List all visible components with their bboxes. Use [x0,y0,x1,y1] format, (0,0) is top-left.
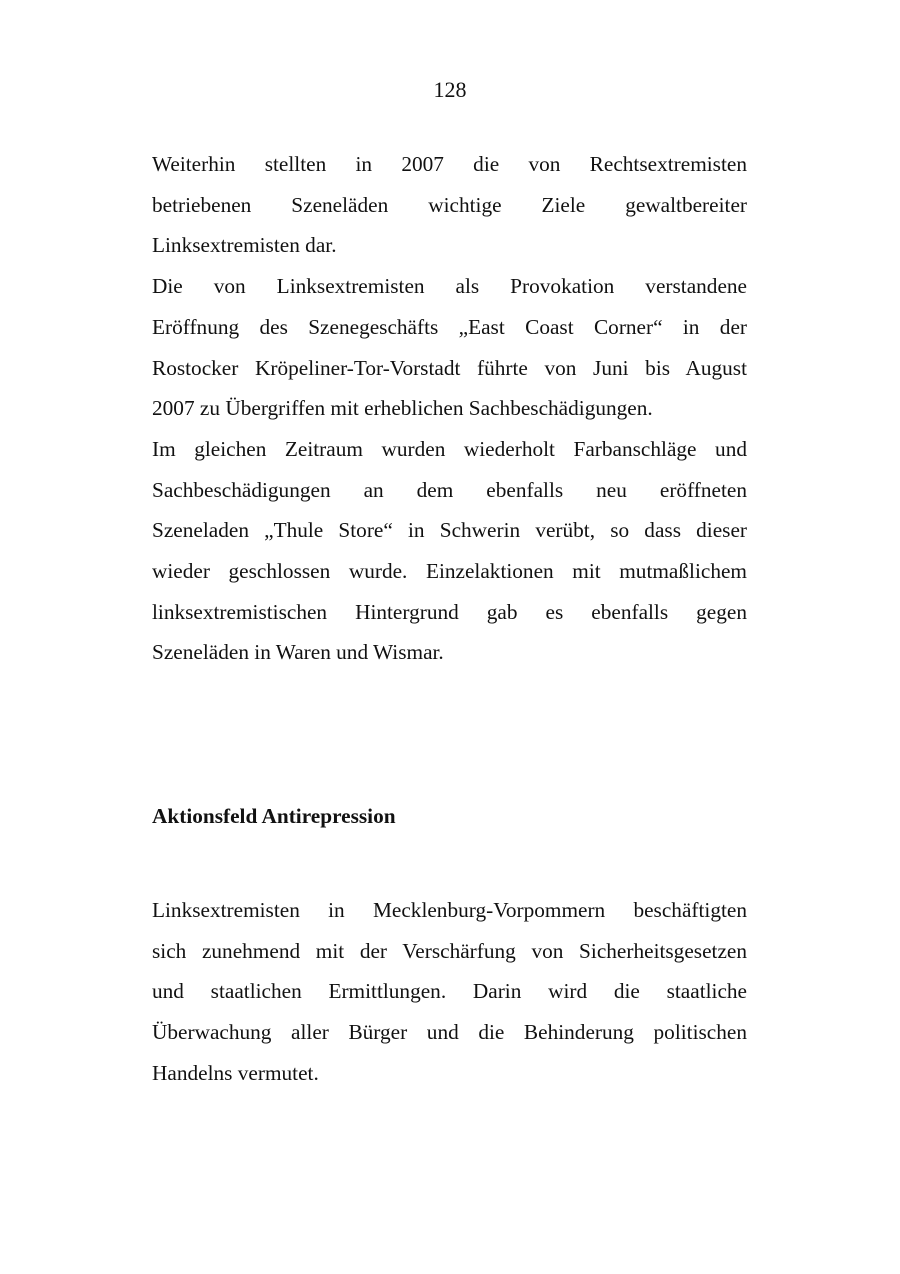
text-line: Sachbeschädigungen an dem ebenfalls neu eröffneten [152,477,747,502]
section-2-body [152,890,747,1094]
section-heading: Aktionsfeld Antirepression [152,804,396,828]
text-line: Im gleichen Zeitraum wurden wiederholt Farbanschläge und [152,436,747,461]
text-line: Szeneladen „Thule Store“ in Schwerin verübt, so dass dieser [152,518,747,543]
text-line: Eröffnung des Szenegeschäfts „East Coast Corner“ in der [152,314,747,339]
paragraph-east-coast-corner [152,266,747,429]
text-line: Rostocker Kröpeliner-Tor-Vorstadt führte von Juni bis August [152,355,747,380]
paragraph-szenelaeden-intro [152,144,747,266]
text-line: betriebenen Szeneläden wichtige Ziele gewaltbereiter [152,192,747,217]
text-line: 2007 zu Übergriffen mit erheblichen Sachbeschädigungen. [152,396,653,421]
text-line: Szeneläden in Waren und Wismar. [152,640,444,665]
text-line: wieder geschlossen wurde. Einzelaktionen mit mutmaßlichem [152,559,747,584]
text-line: und staatlichen Ermittlungen. Darin wird die staatliche [152,979,747,1004]
text-line: Handelns vermutet. [152,1060,319,1085]
page-number: 128 [433,77,467,102]
text-line: sich zunehmend mit der Verschärfung von Sicherheitsgesetzen [152,938,747,963]
text-line: Linksextremisten in Mecklenburg-Vorpommern beschäftigten [152,898,747,922]
paragraph-thule-store [152,429,747,673]
text-line: Die von Linksextremisten als Provokation verstandene [152,274,747,299]
text-line: linksextremistischen Hintergrund gab es ebenfalls gegen [152,599,747,624]
text-line: Überwachung aller Bürger und die Behinderung politischen [152,1020,747,1045]
section-1-body [152,144,747,673]
paragraph-antirepression [152,890,747,1094]
text-line: Linksextremisten dar. [152,233,337,258]
text-line: Weiterhin stellten in 2007 die von Rechtsextremisten [152,152,747,176]
